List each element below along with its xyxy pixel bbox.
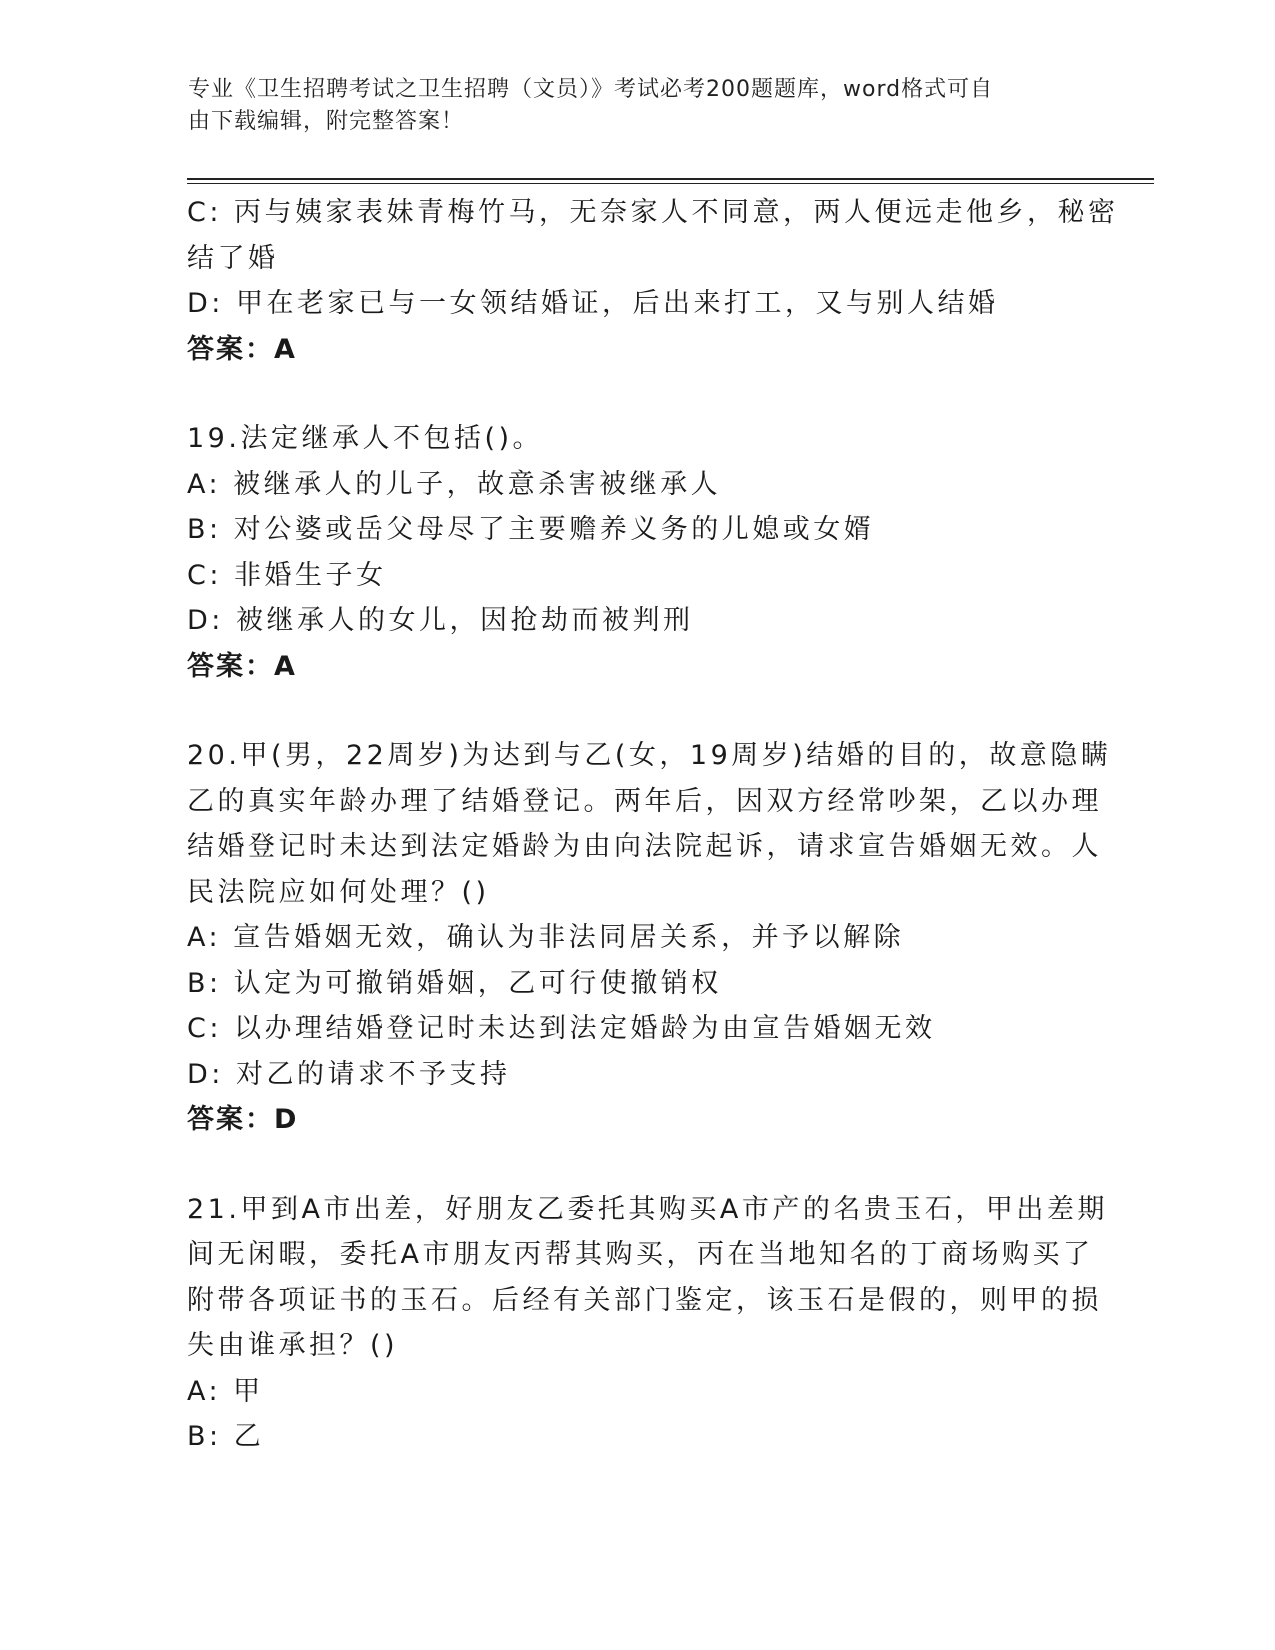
q20-option-b: B: 认定为可撤销婚姻，乙可行使撤销权 [187,967,722,999]
q18-option-d: D: 甲在老家已与一女领结婚证，后出来打工，又与别人结婚 [187,288,999,319]
q19-stem: 19.法定继承人不包括()。 [187,423,544,454]
q21-option-b: B: 乙 [187,1421,265,1452]
q19-option-b: B: 对公婆或岳父母尽了主要赡养义务的儿媳或女婿 [187,514,875,545]
header-divider-thick [187,178,1154,180]
q18-option-c-line-1: C: 丙与姨家表妹青梅竹马，无奈家人不同意，两人便远走他乡，秘密 [187,197,1119,228]
spacer [187,1143,1067,1187]
q18-option-c-line-2: 结了婚 [187,242,279,274]
header-line-2: 由下载编辑，附完整答案！ [188,109,465,134]
spacer [187,372,1067,416]
question-21 [187,1187,1108,1460]
q20-option-a: A: 宣告婚姻无效，确认为非法同居关系，并予以解除 [187,922,905,953]
question-20 [187,733,1112,1143]
q21-stem-line-2: 间无闲暇，委托A市朋友丙帮其购买，丙在当地知名的丁商场购买了 [187,1239,1094,1270]
q21-option-a: A: 甲 [187,1375,264,1407]
q20-option-c: C: 以办理结婚登记时未达到法定婚龄为由宣告婚姻无效 [187,1013,936,1044]
q19-option-a: A: 被继承人的儿子，故意杀害被继承人 [187,468,722,500]
question-19 [187,416,1067,689]
question-content [187,190,1119,1460]
q21-stem-line-1: 21.甲到A市出差，好朋友乙委托其购买A市产的名贵玉石，甲出差期 [187,1193,1108,1225]
q20-stem-line-3: 结婚登记时未达到法定婚龄为由向法院起诉，请求宣告婚姻无效。人 [187,831,1102,862]
q20-stem-line-4: 民法院应如何处理？() [187,876,490,908]
spacer [187,689,1067,733]
q19-option-c: C: 非婚生子女 [187,559,387,591]
q20-answer: 答案：D [187,1104,299,1135]
question-18 [187,190,1119,372]
header-divider-thin [187,183,1154,184]
q19-answer: 答案：A [187,650,297,682]
q20-stem-line-1: 20.甲(男，22周岁)为达到与乙(女，19周岁)结婚的目的，故意隐瞒 [187,740,1112,771]
q19-option-d: D: 被继承人的女儿，因抢劫而被判刑 [187,605,694,636]
header-line-1: 专业《卫生招聘考试之卫生招聘（文员）》考试必考200题题库，word格式可自 [188,77,994,102]
page-header [188,74,1068,138]
q21-stem-line-4: 失由谁承担？() [187,1330,399,1361]
q20-stem-line-2: 乙的真实年龄办理了结婚登记。两年后，因双方经常吵架，乙以办理 [187,785,1102,817]
q20-option-d: D: 对乙的请求不予支持 [187,1058,511,1090]
q21-stem-line-3: 附带各项证书的玉石。后经有关部门鉴定，该玉石是假的，则甲的损 [187,1284,1102,1316]
q18-answer: 答案：A [187,333,297,365]
